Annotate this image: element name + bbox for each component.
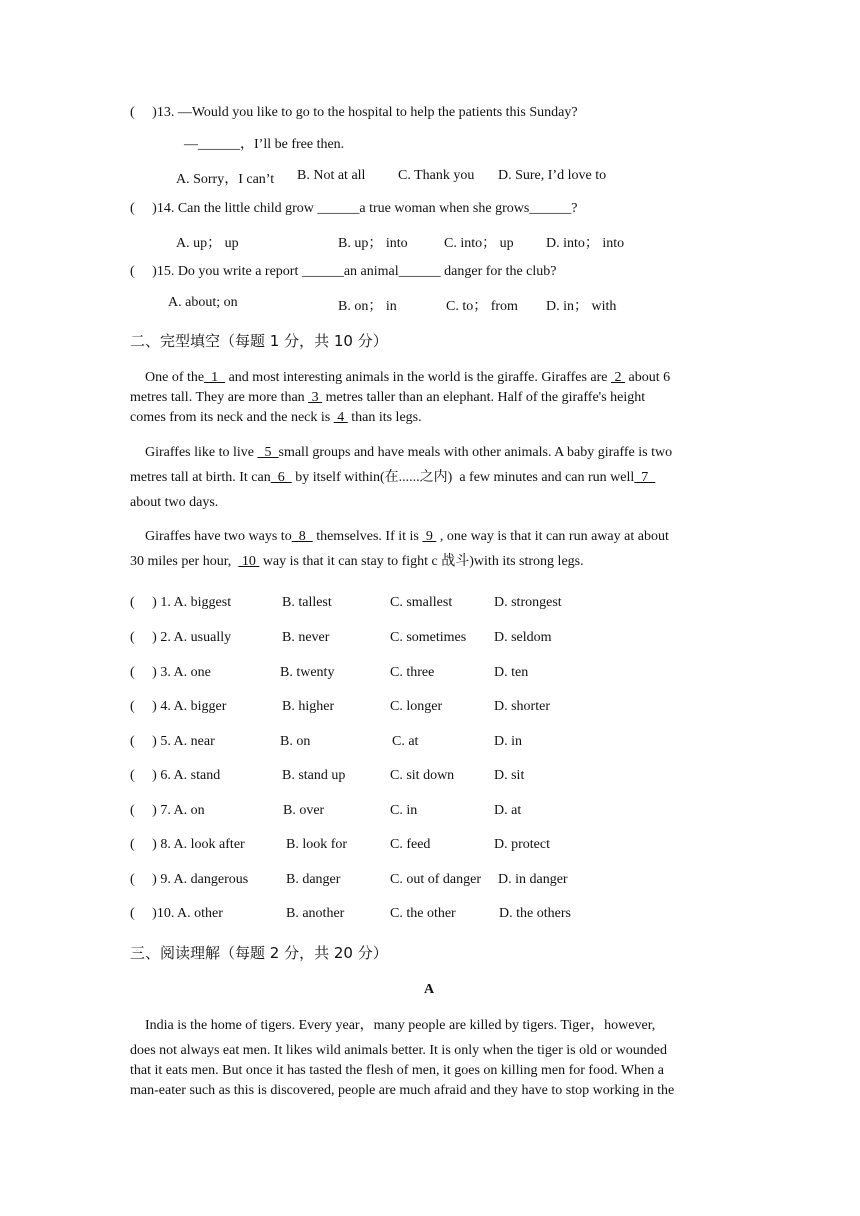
passage-line-1: India is the home of tigers. Every year，many people are killed by tigers. Tiger，however, [145, 1018, 656, 1033]
question-14: ( )14. Can the little child grow ______a true woman when she grows______? [130, 201, 578, 216]
cloze-p2-line2: metres tall at birth. It can 6 by itself within(在......之内) a few minutes and can run well 7 [130, 470, 656, 485]
section-3-heading: 三、阅读理解（每题 2 分，共 20 分） [130, 944, 388, 962]
option-8-c: C. feed [390, 837, 431, 852]
passage-line-4: man-eater such as this is discovered, people are much afraid and they have to stop working in the [130, 1083, 675, 1098]
option-4-c: C. longer [390, 699, 443, 714]
option-row-8: ( ) 8. A. look after [130, 837, 245, 852]
option-8-b: B. look for [286, 837, 348, 852]
option-row-4: ( ) 4. A. bigger [130, 699, 227, 714]
blank-9: 9 [422, 529, 437, 544]
option-6-d: D. sit [494, 768, 525, 783]
option-7-b: B. over [283, 803, 325, 818]
option-row-9: ( ) 9. A. dangerous [130, 872, 249, 887]
option-7-c: C. in [390, 803, 418, 818]
option-10-d: D. the others [499, 906, 571, 921]
option-5-c: C. at [392, 734, 419, 749]
question-15: ( )15. Do you write a report ______an animal______ danger for the club? [130, 264, 557, 279]
option-7-d: D. at [494, 803, 522, 818]
blank-2: 2 [611, 370, 626, 385]
option-4-d: D. shorter [494, 699, 550, 714]
option-2-c: C. sometimes [390, 630, 467, 645]
cloze-p1-line1: One of the 1 and most interesting animals in the world is the giraffe. Giraffes are 2 about 6 [145, 370, 671, 385]
q15-option-b: B. on； in [338, 299, 397, 314]
option-6-c: C. sit down [390, 768, 455, 783]
option-9-b: B. danger [286, 872, 341, 887]
blank-5: 5 [257, 445, 279, 460]
q14-option-d: D. into； into [546, 236, 625, 251]
blank-10: 10 [238, 554, 260, 569]
question-13: ( )13. —Would you like to go to the hospital to help the patients this Sunday? [130, 105, 578, 120]
q13-option-b: B. Not at all [297, 168, 366, 183]
option-row-5: ( ) 5. A. near [130, 734, 215, 749]
q14-option-b: B. up； into [338, 236, 408, 251]
cloze-p2-line3: about two days. [130, 495, 219, 510]
q13-option-d: D. Sure, I’d love to [498, 168, 607, 183]
option-row-1: ( ) 1. A. biggest [130, 595, 232, 610]
blank-3: 3 [308, 390, 323, 405]
question-13-prompt: —______，I’ll be free then. [184, 137, 345, 152]
option-8-d: D. protect [494, 837, 550, 852]
option-1-c: C. smallest [390, 595, 453, 610]
q14-option-a: A. up； up [176, 236, 239, 251]
blank-6: 6 [270, 470, 292, 485]
option-3-b: B. twenty [280, 665, 335, 680]
cloze-p1-line3: comes from its neck and the neck is 4 than its legs. [130, 410, 422, 425]
option-10-c: C. the other [390, 906, 456, 921]
section-2-heading: 二、完型填空（每题 1 分，共 10 分） [130, 332, 388, 350]
q14-option-c: C. into； up [444, 236, 514, 251]
cloze-p1-line2: metres tall. They are more than 3 metres taller than an elephant. Half of the giraffe's height [130, 390, 646, 405]
cloze-p2-line1: Giraffes like to live 5 small groups and have meals with other animals. A baby giraffe is two [145, 445, 673, 460]
q15-option-a: A. about; on [168, 295, 238, 310]
option-5-b: B. on [280, 734, 311, 749]
q15-option-d: D. in； with [546, 299, 617, 314]
blank-7: 7 [634, 470, 656, 485]
cloze-p3-line2: 30 miles per hour, 10 way is that it can stay to fight c 战斗)with its strong legs. [130, 554, 584, 569]
option-row-6: ( ) 6. A. stand [130, 768, 221, 783]
passage-title: A [424, 982, 435, 997]
option-3-d: D. ten [494, 665, 529, 680]
blank-4: 4 [333, 410, 348, 425]
cloze-p3-line1: Giraffes have two ways to 8 themselves. If it is 9 , one way is that it can run away at about [145, 529, 669, 544]
option-5-d: D. in [494, 734, 522, 749]
option-row-3: ( ) 3. A. one [130, 665, 211, 680]
passage-line-2: does not always eat men. It likes wild animals better. It is only when the tiger is old or wounded [130, 1043, 667, 1058]
option-2-d: D. seldom [494, 630, 552, 645]
q15-option-c: C. to； from [446, 299, 518, 314]
passage-line-3: that it eats men. But once it has tasted the flesh of men, it goes on killing men for food. When a [130, 1063, 664, 1078]
blank-1: 1 [204, 370, 226, 385]
option-3-c: C. three [390, 665, 435, 680]
blank-8: 8 [291, 529, 313, 544]
option-row-7: ( ) 7. A. on [130, 803, 205, 818]
option-9-c: C. out of danger [390, 872, 481, 887]
option-1-b: B. tallest [282, 595, 332, 610]
q13-option-a: A. Sorry，I can’t [176, 172, 275, 187]
option-row-2: ( ) 2. A. usually [130, 630, 232, 645]
option-6-b: B. stand up [282, 768, 346, 783]
option-9-d: D. in danger [498, 872, 568, 887]
option-row-10: ( )10. A. other [130, 906, 223, 921]
option-1-d: D. strongest [494, 595, 562, 610]
option-4-b: B. higher [282, 699, 335, 714]
q13-option-c: C. Thank you [398, 168, 475, 183]
option-10-b: B. another [286, 906, 345, 921]
option-2-b: B. never [282, 630, 330, 645]
